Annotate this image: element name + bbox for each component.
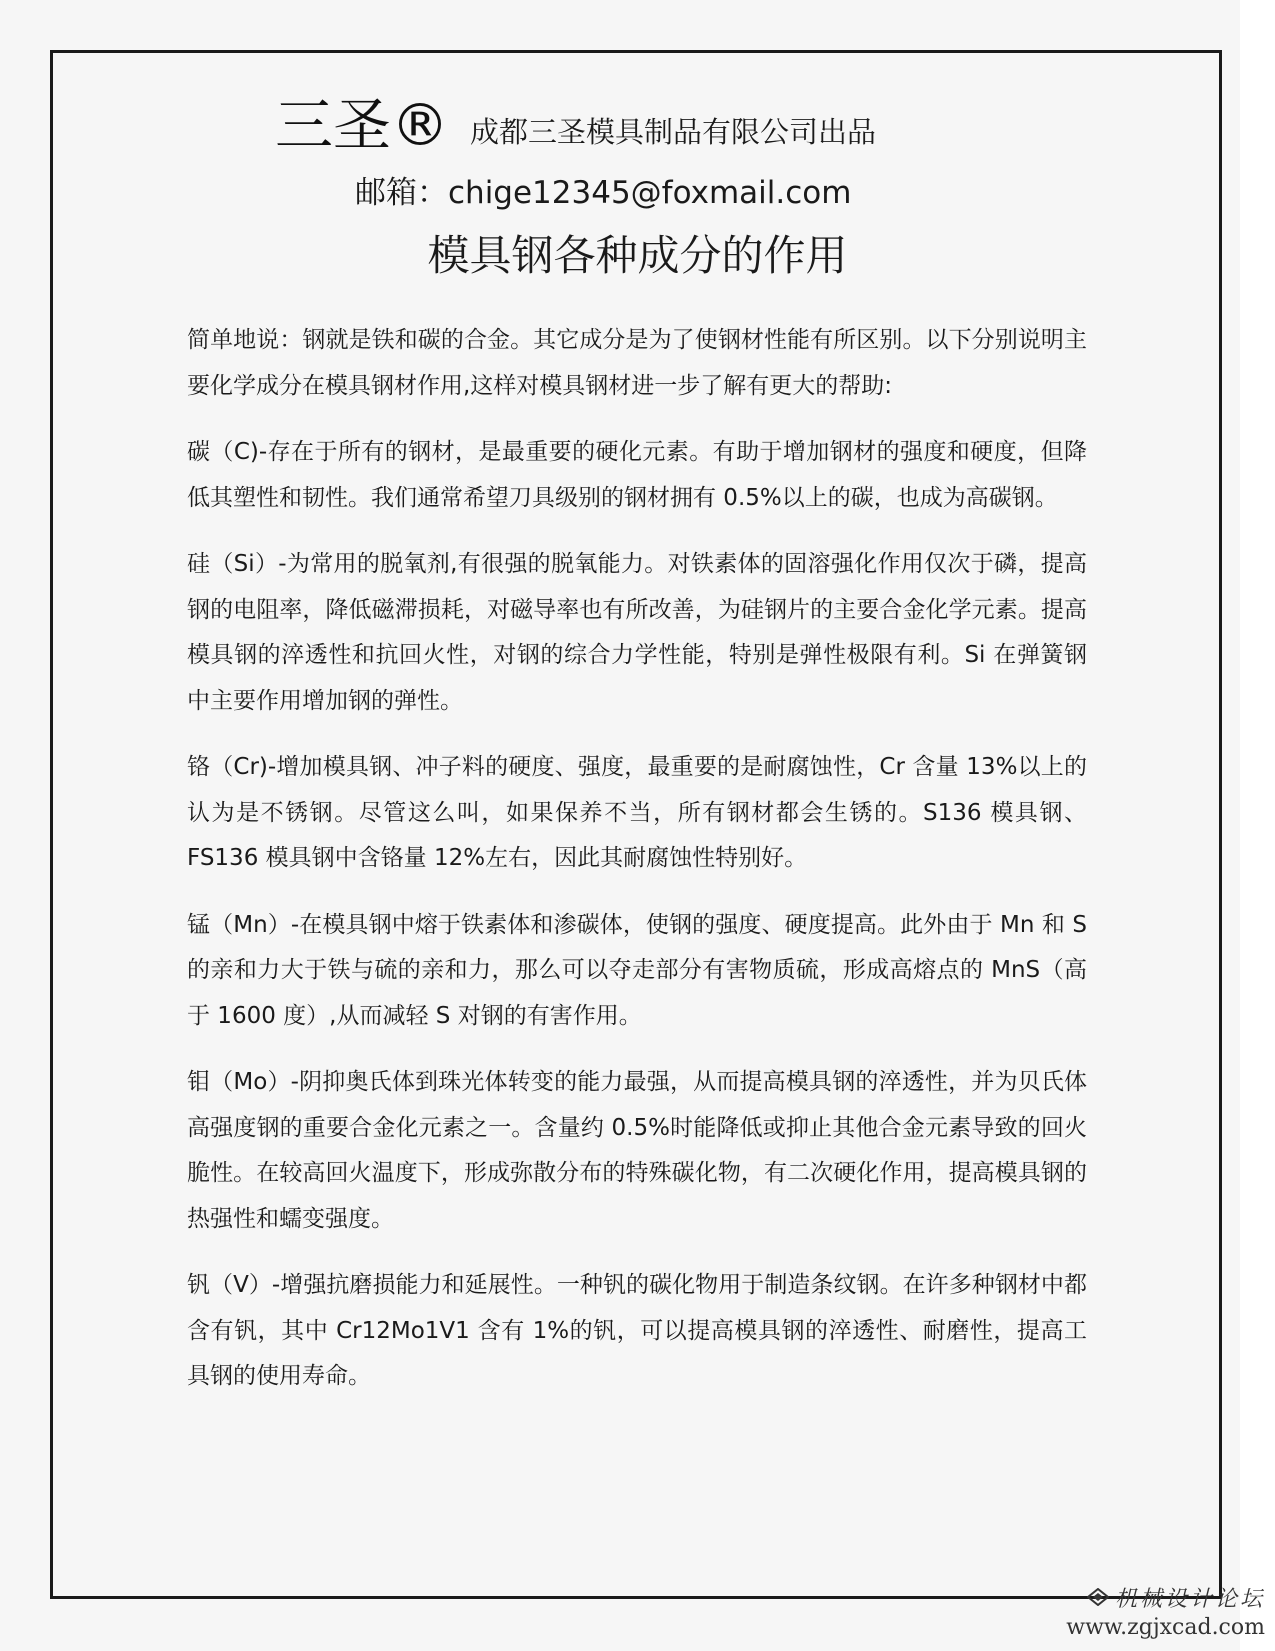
paragraph-silicon: 硅（Si）-为常用的脱氧剂,有很强的脱氧能力。对铁素体的固溶强化作用仅次于磷，提高钢的电阻率，降低磁滞损耗，对磁导率也有所改善，为硅钢片的主要合金化学元素。提高模具钢的淬透性和抗回火性，对钢的综合力学性能，特别是弹性极限有利。Si 在弹簧钢中主要作用增加钢的弹性。	[187, 551, 1087, 714]
watermark-site-name-row	[1066, 1586, 1265, 1614]
page-title: 模具钢各种成分的作用	[427, 231, 848, 280]
watermark-url: www.zgjxcad.com	[1066, 1615, 1265, 1640]
paragraph-intro: 简单地说：钢就是铁和碳的合金。其它成分是为了使钢材性能有所区别。以下分别说明主要化学成分在模具钢材作用,这样对模具钢材进一步了解有更大的帮助:	[187, 327, 1087, 399]
site-watermark	[1066, 1586, 1265, 1642]
paragraph-carbon: 碳（C)-存在于所有的钢材，是最重要的硬化元素。有助于增加钢材的强度和硬度，但降低其塑性和韧性。我们通常希望刀具级别的钢材拥有 0.5%以上的碳，也成为高碳钢。	[187, 439, 1087, 511]
paragraph-manganese: 锰（Mn）-在模具钢中熔于铁素体和渗碳体，使钢的强度、硬度提高。此外由于 Mn 和 S 的亲和力大于铁与硫的亲和力，那么可以夺走部分有害物质硫，形成高熔点的 MnS（高于 1600 度）,从而减轻 S 对钢的有害作用。	[187, 911, 1087, 1029]
company-name: 成都三圣模具制品有限公司出品	[470, 115, 877, 149]
article-body	[187, 318, 1087, 1421]
watermark-site-name: 机械设计论坛	[1114, 1587, 1265, 1612]
paragraph-molybdenum: 钼（Mo）-阴抑奥氏体到珠光体转变的能力最强，从而提高模具钢的淬透性，并为贝氏体高强度钢的重要合金化元素之一。含量约 0.5%时能降低或抑止其他合金元素导致的回火脆性。在较高回火温度下，形成弥散分布的特殊碳化物，有二次硬化作用，提高模具钢的热强性和蠕变强度。	[187, 1069, 1087, 1232]
paragraph-chromium: 铬（Cr)-增加模具钢、冲子料的硬度、强度，最重要的是耐腐蚀性，Cr 含量 13%以上的认为是不锈钢。尽管这么叫，如果保养不当，所有钢材都会生锈的。S136 模具钢、FS136 模具钢中含铬量 12%左右，因此其耐腐蚀性特别好。	[187, 754, 1087, 871]
diamond-logo-icon	[1087, 1586, 1109, 1614]
paragraph-vanadium: 钒（V）-增强抗磨损能力和延展性。一种钒的碳化物用于制造条纹钢。在许多种钢材中都含有钒，其中 Cr12Mo1V1 含有 1%的钒，可以提高模具钢的淬透性、耐磨性，提高工具钢的使用寿命。	[187, 1272, 1087, 1389]
contact-email: 邮箱：chige12345@foxmail.com	[355, 175, 852, 211]
brand-logo-text: 三圣®	[275, 91, 450, 159]
